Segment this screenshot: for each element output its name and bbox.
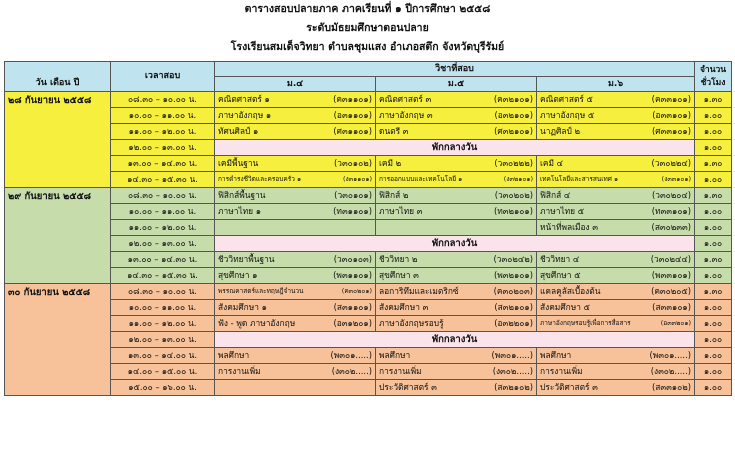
exam-time-cell: ๑๕.๐๐ – ๑๖.๐๐ น. — [111, 380, 215, 396]
subject-name: สุขศึกษา ๑ — [218, 270, 258, 280]
title-block — [0, 0, 735, 57]
subject-name: หน้าที่พลเมือง ๓ — [540, 222, 599, 232]
subject-name: ทัศนศิลป์ ๑ — [218, 126, 259, 136]
subject-cell-m6 — [537, 108, 695, 124]
exam-hours-cell: ๑.๓๐ — [695, 284, 732, 300]
subject-code: (ท๓๑๑๐๑) — [333, 206, 372, 216]
subject-cell-m5 — [376, 220, 537, 236]
subject-code: (ศ๓๒๑๐๑) — [494, 126, 533, 136]
subject-cell-m5 — [376, 92, 537, 108]
subject-cell-m4 — [215, 316, 376, 332]
subject-entry — [379, 124, 533, 139]
subject-cell-m4 — [215, 172, 376, 188]
subject-name: คณิตศาสตร์ ๓ — [379, 94, 432, 104]
subject-cell-m6 — [537, 268, 695, 284]
subject-code: (ศ๓๑๑๐๑) — [333, 126, 372, 136]
subject-code: (ว๓๐๒๒๔) — [651, 158, 692, 168]
subject-entry — [379, 316, 533, 331]
subject-cell-m6 — [537, 172, 695, 188]
exam-time-cell: ๑๔.๓๐ – ๑๕.๓๐ น. — [111, 268, 215, 284]
subject-entry — [379, 300, 533, 315]
subject-code: (อ๓๑๑๐๑) — [333, 110, 372, 120]
title-line-2: ระดับมัธยมศึกษาตอนปลาย — [306, 22, 429, 34]
subject-name: การงานเพิ่ม — [218, 366, 261, 376]
subject-entry — [379, 348, 533, 363]
subject-entry — [379, 92, 533, 107]
subject-name: เคมี ๒ — [379, 158, 402, 168]
subject-code: (พ๓๐๑.....) — [649, 350, 692, 360]
subject-entry — [379, 380, 533, 395]
subject-entry — [540, 92, 691, 107]
subject-name: คณิตศาสตร์ ๕ — [540, 94, 593, 104]
subject-code: (อ๓๓๑๐๑) — [652, 110, 692, 120]
subject-code: (ง๓๓๑๐๑) — [661, 175, 692, 183]
subject-cell-m4 — [215, 268, 376, 284]
subject-name: สุขศึกษา ๕ — [540, 270, 581, 280]
header-m5: ม.๕ — [376, 77, 537, 92]
subject-name: ดนตรี ๓ — [379, 126, 409, 136]
subject-name: สังคมศึกษา ๓ — [379, 302, 429, 312]
exam-time-cell: ๐๘.๓๐ – ๑๐.๐๐ น. — [111, 284, 215, 300]
subject-code: (ส๓๒๑๐๑) — [494, 302, 533, 312]
subject-code: (พ๓๑๑๐๑) — [333, 270, 372, 280]
subject-cell-m4 — [215, 348, 376, 364]
exam-hours-cell: ๑.๐๐ — [695, 108, 732, 124]
subject-entry — [379, 156, 533, 171]
subject-entry — [379, 364, 533, 379]
subject-name: ประวัติศาสตร์ ๓ — [379, 382, 437, 392]
table-row — [5, 236, 732, 252]
subject-cell-m6 — [537, 156, 695, 172]
subject-cell-m6 — [537, 316, 695, 332]
subject-code: (ว๓๐๒๐๔) — [651, 190, 692, 200]
subject-code: (ส๓๐๒๓๓) — [651, 222, 692, 232]
exam-date-cell: ๒๙ กันยายน ๒๕๕๘ — [5, 188, 111, 284]
table-row — [5, 316, 732, 332]
subject-code: (อ๓๓๒๐๑) — [660, 319, 692, 327]
exam-hours-cell: ๑.๐๐ — [695, 140, 732, 156]
subject-name: การงานเพิ่ม — [540, 366, 583, 376]
table-row — [5, 300, 732, 316]
header-time: เวลาสอบ — [111, 62, 215, 92]
subject-code: (อ๓๒๒๐๑) — [494, 318, 533, 328]
exam-hours-cell: ๑.๐๐ — [695, 348, 732, 364]
subject-cell-m5 — [376, 364, 537, 380]
exam-hours-cell: ๑.๐๐ — [695, 300, 732, 316]
subject-name: นาฏศิลป์ ๒ — [540, 126, 580, 136]
subject-cell-m4 — [215, 252, 376, 268]
subject-code: (ส๓๒๑๐๒) — [494, 382, 533, 392]
exam-hours-cell: ๑.๐๐ — [695, 268, 732, 284]
exam-hours-cell: ๑.๐๐ — [695, 332, 732, 348]
subject-entry — [540, 268, 691, 283]
exam-time-cell: ๑๐.๐๐ – ๑๑.๐๐ น. — [111, 204, 215, 220]
subject-cell-m4 — [215, 220, 376, 236]
subject-cell-m5 — [376, 124, 537, 140]
subject-cell-m5 — [376, 300, 537, 316]
subject-entry — [218, 316, 372, 331]
schedule-body — [5, 92, 732, 396]
subject-code: (ง๓๐๒.....) — [331, 366, 372, 376]
subject-cell-m6 — [537, 300, 695, 316]
table-row — [5, 172, 732, 188]
subject-code: (อ๓๑๒๐๑) — [333, 318, 372, 328]
lunch-break-cell: พักกลางวัน — [215, 236, 695, 252]
exam-time-cell: ๐๘.๓๐ – ๑๐.๐๐ น. — [111, 92, 215, 108]
header-hours: จำนวนชั่วโมง — [695, 62, 732, 92]
subject-code: (ง๓๐๒.....) — [650, 366, 692, 376]
table-row — [5, 188, 732, 204]
subject-code: (ส๓๑๑๐๑) — [333, 302, 372, 312]
subject-entry — [540, 220, 691, 235]
subject-cell-m4 — [215, 156, 376, 172]
subject-entry — [218, 92, 372, 107]
subject-code: (ว๓๐๒๔๒) — [493, 254, 533, 264]
subject-entry — [540, 188, 691, 203]
subject-name: ชีววิทยาพื้นฐาน — [218, 254, 275, 264]
subject-name: พลศึกษา — [218, 350, 250, 360]
subject-code: (พ๓๐๑.....) — [491, 350, 533, 360]
exam-time-cell: ๑๒.๐๐ – ๑๓.๐๐ น. — [111, 236, 215, 252]
subject-name: พลศึกษา — [540, 350, 572, 360]
subject-entry — [379, 284, 533, 299]
subject-entry — [218, 204, 372, 219]
subject-cell-m4 — [215, 204, 376, 220]
subject-name: ประวัติศาสตร์ ๓ — [540, 382, 598, 392]
subject-entry — [218, 124, 372, 139]
table-row — [5, 332, 732, 348]
subject-name: ลอการิทึมและเมตริกซ์ — [379, 286, 459, 296]
subject-entry — [379, 268, 533, 283]
subject-entry — [379, 204, 533, 219]
exam-date-cell: ๒๘ กันยายน ๒๕๕๘ — [5, 92, 111, 188]
subject-entry — [540, 252, 691, 267]
exam-time-cell: ๑๒.๐๐ – ๑๓.๐๐ น. — [111, 140, 215, 156]
subject-code: (พ๓๐๑.....) — [330, 350, 372, 360]
subject-name: การงานเพิ่ม — [379, 366, 422, 376]
table-row — [5, 140, 732, 156]
subject-cell-m5 — [376, 284, 537, 300]
header-date: วัน เดือน ปี — [5, 62, 111, 92]
subject-name: แคลคูลัสเบื้องต้น — [540, 286, 601, 296]
subject-cell-m4 — [215, 380, 376, 396]
subject-code: (ว๓๐๒๐๒) — [494, 190, 533, 200]
table-row — [5, 220, 732, 236]
subject-entry — [540, 316, 691, 331]
subject-entry — [540, 300, 691, 315]
subject-cell-m4 — [215, 284, 376, 300]
subject-name: ชีววิทยา ๔ — [540, 254, 580, 264]
exam-time-cell: ๑๑.๐๐ – ๑๒.๐๐ น. — [111, 220, 215, 236]
subject-entry — [540, 284, 691, 299]
subject-entry — [218, 172, 372, 187]
subject-name: ฟิสิกส์พื้นฐาน — [218, 190, 266, 200]
exam-date-cell: ๓๐ กันยายน ๒๕๕๘ — [5, 284, 111, 396]
subject-cell-m4 — [215, 364, 376, 380]
subject-cell-m6 — [537, 92, 695, 108]
subject-entry — [379, 252, 533, 267]
table-row — [5, 124, 732, 140]
subject-name: เทคโนโลยีและสารสนเทศ ๑ — [540, 175, 619, 183]
subject-cell-m5 — [376, 172, 537, 188]
subject-cell-m6 — [537, 204, 695, 220]
subject-code: (ค๓๓๑๐๑) — [651, 94, 692, 104]
subject-entry — [540, 364, 691, 379]
exam-time-cell: ๑๔.๐๐ – ๑๕.๐๐ น. — [111, 364, 215, 380]
header-m4: ม.๔ — [215, 77, 376, 92]
subject-name: เคมี ๔ — [540, 158, 563, 168]
subject-name: สังคมศึกษา ๑ — [218, 302, 267, 312]
exam-hours-cell: ๑.๐๐ — [695, 316, 732, 332]
exam-time-cell: ๑๑.๐๐ – ๑๒.๐๐ น. — [111, 316, 215, 332]
subject-name: สังคมศึกษา ๕ — [540, 302, 590, 312]
subject-name: พลศึกษา — [379, 350, 411, 360]
subject-code: (ท๓๒๑๐๑) — [493, 206, 533, 216]
subject-name: ภาษาอังกฤษรอบรู้ — [379, 318, 444, 328]
subject-entry — [218, 252, 372, 267]
exam-time-cell: ๑๔.๓๐ – ๑๕.๓๐ น. — [111, 172, 215, 188]
subject-entry — [218, 300, 372, 315]
subject-name: การออกแบบและเทคโนโลยี ๑ — [379, 175, 463, 183]
subject-entry — [540, 348, 691, 363]
subject-name: ฟิสิกส์ ๒ — [379, 190, 409, 200]
subject-code: (ว๓๐๑๐๒) — [333, 158, 372, 168]
subject-name: ภาษาไทย ๕ — [540, 206, 585, 216]
subject-cell-m6 — [537, 124, 695, 140]
subject-code: (ว๓๐๑๐๑) — [334, 190, 372, 200]
subject-cell-m6 — [537, 380, 695, 396]
table-row — [5, 156, 732, 172]
subject-entry — [218, 364, 372, 379]
subject-entry — [379, 108, 533, 123]
table-row — [5, 252, 732, 268]
exam-hours-cell: ๑.๐๐ — [695, 220, 732, 236]
subject-name: ภาษาไทย ๓ — [379, 206, 423, 216]
exam-hours-cell: ๑.๐๐ — [695, 124, 732, 140]
exam-hours-cell: ๑.๓๐ — [695, 156, 732, 172]
exam-time-cell: ๑๑.๐๐ – ๑๒.๐๐ น. — [111, 124, 215, 140]
exam-time-cell: ๑๐.๐๐ – ๑๑.๐๐ น. — [111, 108, 215, 124]
exam-time-cell: ๑๓.๐๐ – ๑๔.๐๐ น. — [111, 348, 215, 364]
header-m6: ม.๖ — [537, 77, 695, 92]
subject-cell-m5 — [376, 156, 537, 172]
subject-code: (ว๓๐๒๔๔) — [650, 254, 692, 264]
subject-cell-m4 — [215, 92, 376, 108]
subject-cell-m5 — [376, 188, 537, 204]
subject-name: ภาษาอังกฤษรอบรู้เพื่อการสื่อสาร — [540, 319, 631, 327]
subject-code: (ส๓๓๑๐๒) — [651, 382, 692, 392]
subject-entry — [540, 124, 691, 139]
subject-code: (พ๓๓๑๐๑) — [651, 270, 692, 280]
subject-entry — [540, 172, 691, 187]
subject-code: (ค๓๐๒๐๑) — [341, 287, 372, 295]
subject-cell-m6 — [537, 364, 695, 380]
table-row — [5, 204, 732, 220]
subject-code: (ว๓๐๑๐๓) — [333, 254, 372, 264]
subject-cell-m4 — [215, 300, 376, 316]
subject-name: ภาษาอังกฤษ ๓ — [379, 110, 433, 120]
subject-code: (ค๓๑๑๐๑) — [333, 94, 372, 104]
subject-entry — [540, 108, 691, 123]
subject-cell-m5 — [376, 268, 537, 284]
subject-entry — [218, 268, 372, 283]
subject-code: (ส๓๓๑๐๑) — [652, 302, 692, 312]
table-row — [5, 380, 732, 396]
table-row — [5, 364, 732, 380]
subject-entry — [379, 188, 533, 203]
table-row — [5, 92, 732, 108]
subject-cell-m5 — [376, 380, 537, 396]
subject-cell-m4 — [215, 124, 376, 140]
subject-cell-m5 — [376, 316, 537, 332]
exam-hours-cell: ๑.๓๐ — [695, 188, 732, 204]
subject-name: ชีววิทยา ๒ — [379, 254, 418, 264]
exam-schedule-table — [4, 61, 732, 396]
subject-cell-m4 — [215, 188, 376, 204]
exam-hours-cell: ๑.๐๐ — [695, 172, 732, 188]
subject-name: ฟัง - พูด ภาษาอังกฤษ — [218, 318, 296, 328]
subject-entry — [540, 204, 691, 219]
subject-code: (ง๓๐๒.....) — [492, 366, 533, 376]
subject-entry — [218, 108, 372, 123]
subject-cell-m4 — [215, 108, 376, 124]
subject-name: พรรณคาสตร์และทฤษฎีจำนวน — [218, 287, 304, 295]
subject-name: สุขศึกษา ๓ — [379, 270, 419, 280]
subject-entry — [218, 156, 372, 171]
subject-cell-m5 — [376, 252, 537, 268]
subject-entry — [540, 380, 691, 395]
subject-cell-m5 — [376, 108, 537, 124]
subject-code: (ค๓๐๒๐๓) — [493, 286, 533, 296]
subject-cell-m6 — [537, 284, 695, 300]
exam-hours-cell: ๑.๐๐ — [695, 204, 732, 220]
header-subject: วิชาที่สอบ — [215, 62, 695, 77]
subject-code: (ว๓๐๒๒๒) — [494, 158, 533, 168]
exam-time-cell: ๑๓.๐๐ – ๑๔.๓๐ น. — [111, 156, 215, 172]
subject-code: (ง๓๑๑๐๑) — [342, 175, 372, 183]
subject-code: (ง๓๒๑๐๑) — [503, 175, 533, 183]
subject-name: ฟิสิกส์ ๔ — [540, 190, 571, 200]
subject-code: (ท๓๓๑๐๑) — [651, 206, 692, 216]
subject-cell-m5 — [376, 348, 537, 364]
subject-entry — [379, 172, 533, 187]
subject-name: เคมีพื้นฐาน — [218, 158, 259, 168]
subject-name: คณิตศาสตร์ ๑ — [218, 94, 270, 104]
subject-cell-m6 — [537, 220, 695, 236]
subject-code: (ศ๓๓๑๐๑) — [651, 126, 692, 136]
title-line-3: โรงเรียนสมเด็จวิทยา ตำบลชุมแสง อำเภอสตึก จังหวัดบุรีรัมย์ — [230, 41, 505, 53]
lunch-break-cell: พักกลางวัน — [215, 332, 695, 348]
lunch-break-cell: พักกลางวัน — [215, 140, 695, 156]
exam-hours-cell: ๑.๓๐ — [695, 252, 732, 268]
exam-time-cell: ๑๓.๐๐ – ๑๔.๓๐ น. — [111, 252, 215, 268]
subject-entry — [218, 348, 372, 363]
subject-name: ภาษาอังกฤษ ๑ — [218, 110, 272, 120]
exam-time-cell: ๐๘.๓๐ – ๑๐.๐๐ น. — [111, 188, 215, 204]
exam-hours-cell: ๑.๓๐ — [695, 92, 732, 108]
exam-hours-cell: ๑.๐๐ — [695, 380, 732, 396]
exam-time-cell: ๑๐.๐๐ – ๑๑.๐๐ น. — [111, 300, 215, 316]
exam-time-cell: ๑๒.๐๐ – ๑๓.๐๐ น. — [111, 332, 215, 348]
subject-name: ภาษาอังกฤษ ๕ — [540, 110, 595, 120]
subject-name: การดำรงชีวิตและครอบครัว ๑ — [218, 175, 302, 183]
subject-cell-m6 — [537, 252, 695, 268]
table-row — [5, 108, 732, 124]
subject-cell-m6 — [537, 348, 695, 364]
title-line-1: ตารางสอบปลายภาค ภาคเรียนที่ ๑ ปีการศึกษา ๒๕๕๘ — [244, 3, 491, 15]
subject-entry — [218, 284, 372, 299]
subject-code: (ค๓๐๒๐๕) — [651, 286, 692, 296]
subject-code: (อ๓๒๑๐๑) — [494, 110, 533, 120]
subject-entry — [540, 156, 691, 171]
subject-code: (ค๓๒๑๐๑) — [493, 94, 533, 104]
table-row — [5, 284, 732, 300]
table-row — [5, 348, 732, 364]
subject-name: ภาษาไทย ๑ — [218, 206, 262, 216]
subject-cell-m5 — [376, 204, 537, 220]
exam-hours-cell: ๑.๐๐ — [695, 236, 732, 252]
table-row — [5, 268, 732, 284]
exam-hours-cell: ๑.๐๐ — [695, 364, 732, 380]
subject-entry — [218, 188, 372, 203]
subject-cell-m6 — [537, 188, 695, 204]
subject-code: (พ๓๒๑๐๑) — [493, 270, 533, 280]
